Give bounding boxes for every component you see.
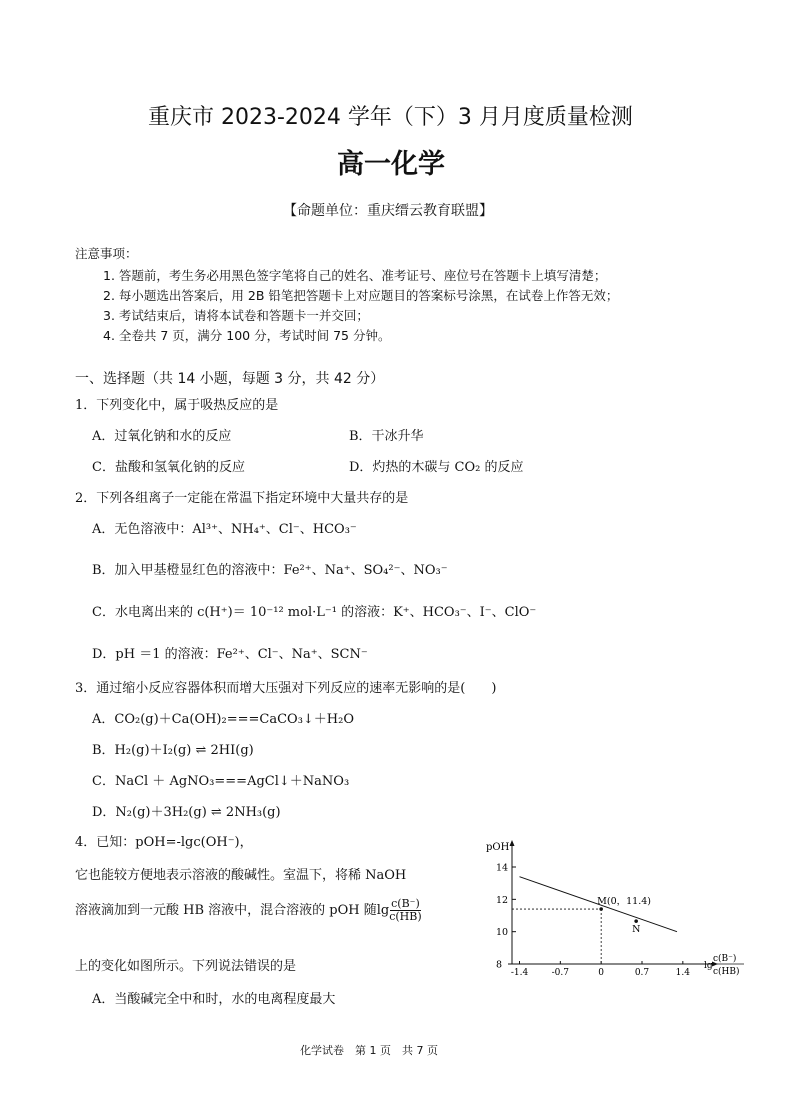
- notice-heading: 注意事项：: [75, 246, 138, 261]
- q4-stem-line3: [75, 898, 422, 923]
- x-tick-label: -0.7: [551, 968, 570, 978]
- x-axis-label-numerator: c(B⁻): [713, 954, 737, 964]
- x-axis-label-denominator: c(HB): [713, 967, 740, 977]
- x-axis-label-lg: lg: [704, 961, 713, 971]
- q2-option-a: A．无色溶液中：Al³⁺、NH₄⁺、Cl⁻、HCO₃⁻: [92, 522, 357, 537]
- q1-option-a: A．过氧化钠和水的反应: [92, 429, 232, 444]
- q4-stem-line2: 它也能较方便地表示溶液的酸碱性。室温下，将稀 NaOH: [75, 868, 407, 883]
- q3-option-c: C．NaCl ＋ AgNO₃===AgCl↓＋NaNO₃: [92, 774, 350, 789]
- exam-title: 重庆市 2023-2024 学年（下）3 月月度质量检测: [148, 105, 633, 130]
- page-footer: 化学试卷 第 1 页 共 7 页: [300, 1044, 438, 1057]
- q1-stem: 1．下列变化中，属于吸热反应的是: [75, 398, 279, 413]
- q2-option-b: B．加入甲基橙显红色的溶液中：Fe²⁺、Na⁺、SO₄²⁻、NO₃⁻: [92, 563, 448, 578]
- section-heading: 一、选择题（共 14 小题，每题 3 分，共 42 分）: [75, 371, 385, 387]
- x-tick-label: 1.4: [675, 968, 690, 978]
- y-tick-label: 8: [496, 959, 503, 971]
- poh-chart: [480, 832, 740, 982]
- q2-option-d: D．pH ＝1 的溶液：Fe²⁺、Cl⁻、Na⁺、SCN⁻: [92, 647, 368, 662]
- q3-option-a: A．CO₂(g)＋Ca(OH)₂===CaCO₃↓＋H₂O: [92, 712, 355, 727]
- y-tick-label: 10: [496, 927, 509, 939]
- q4-stem-line3-text: 溶液滴加到一元酸 HB 溶液中，混合溶液的 pOH 随: [75, 903, 377, 918]
- x-tick-label: -1.4: [510, 968, 529, 978]
- x-tick-label: 0.7: [634, 968, 650, 978]
- q4-option-a: A．当酸碱完全中和时，水的电离程度最大: [92, 992, 336, 1007]
- q3-stem: 3．通过缩小反应容器体积而增大压强对下列反应的速率无影响的是( ): [75, 681, 497, 696]
- notice-item: 4. 全卷共 7 页，满分 100 分，考试时间 75 分钟。: [103, 328, 391, 343]
- y-axis-arrow: [510, 840, 515, 846]
- q3-option-b: B．H₂(g)＋I₂(g) ⇌ 2HI(g): [92, 743, 254, 758]
- notice-item: 2. 每小题选出答案后，用 2B 铅笔把答题卡上对应题目的答案标号涂黑，在试卷上作答无效；: [103, 288, 619, 303]
- x-tick-label: 0: [598, 968, 605, 978]
- q2-option-c: C．水电离出来的 c(H⁺)＝ 10⁻¹² mol·L⁻¹ 的溶液：K⁺、HCO₃⁻、I⁻、ClO⁻: [92, 605, 537, 620]
- q4-fraction: [389, 898, 421, 923]
- data-point: [599, 907, 603, 911]
- notice-item: 1. 答题前，考生务必用黑色签字笔将自己的姓名、准考证号、座位号在答题卡上填写清楚；: [103, 268, 607, 283]
- q4-fraction-denominator: c(HB): [389, 910, 422, 923]
- point-label-m: M(0，11.4): [597, 896, 652, 908]
- exam-subject: 高一化学: [337, 149, 445, 180]
- notice-item: 3. 考试结束后，请将本试卷和答题卡一并交回；: [103, 308, 369, 323]
- point-label-n: N: [632, 924, 641, 936]
- q1-option-c: C．盐酸和氢氧化钠的反应: [92, 460, 245, 475]
- q4-stem-lg: lg: [376, 903, 390, 918]
- q4-stem-line1: 4．已知：pOH=-lgc(OH⁻)，: [75, 835, 253, 850]
- y-tick-label: 14: [496, 862, 509, 874]
- y-tick-label: 12: [496, 894, 509, 906]
- q2-stem: 2．下列各组离子一定能在常温下指定环境中大量共存的是: [75, 491, 409, 506]
- data-point: [634, 919, 638, 923]
- q1-option-d: D．灼热的木碳与 CO₂ 的反应: [349, 460, 524, 475]
- y-axis-label: pOH: [486, 842, 510, 853]
- q1-option-b: B．干冰升华: [349, 429, 424, 444]
- q4-stem-line4: 上的变化如图所示。下列说法错误的是: [75, 959, 297, 974]
- exam-unit: 【命题单位：重庆缙云教育联盟】: [283, 203, 493, 219]
- q3-option-d: D．N₂(g)＋3H₂(g) ⇌ 2NH₃(g): [92, 805, 281, 820]
- q4-fraction-numerator: c(B⁻): [391, 897, 420, 910]
